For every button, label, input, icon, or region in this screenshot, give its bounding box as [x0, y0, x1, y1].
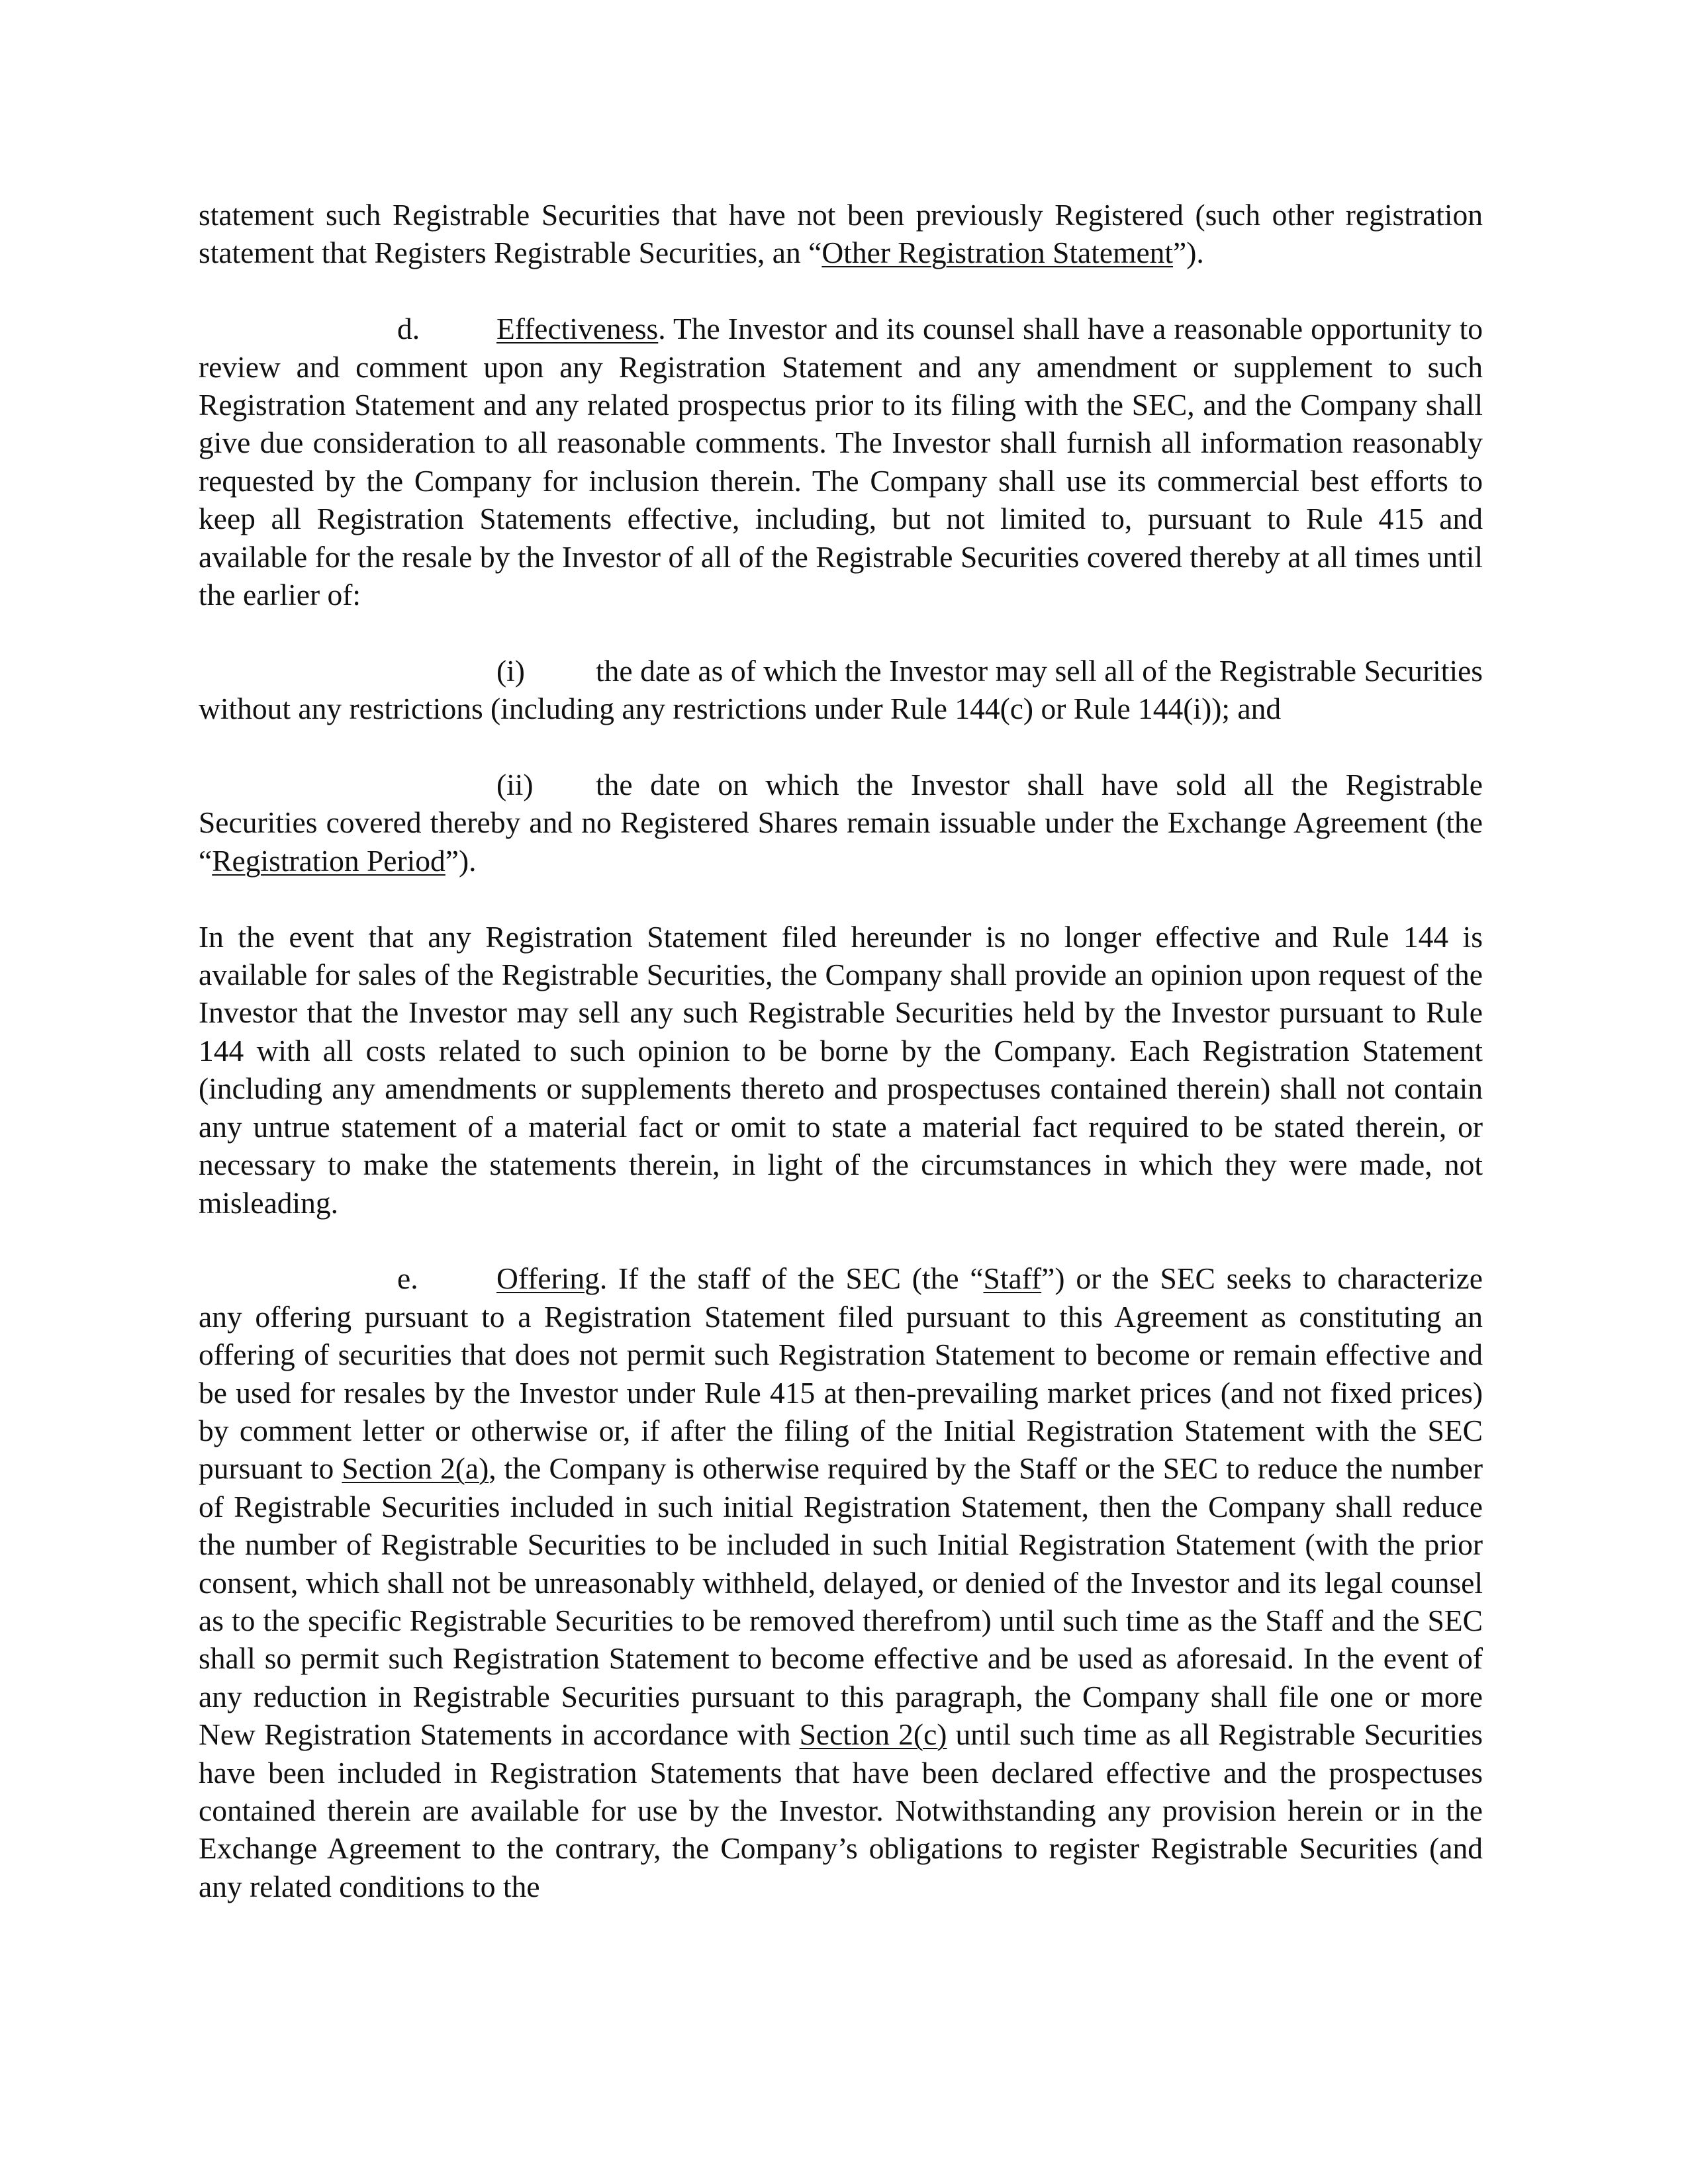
section-e-text: . If the staff of the SEC (the “ — [599, 1261, 984, 1296]
paragraph-text: ”). — [1173, 236, 1204, 270]
defined-term-staff: Staff — [983, 1261, 1042, 1296]
paragraph-text: statement such Registrable Securities that have not been previously Registered (such other registration statement that Registers Registrable Securities, an “ — [199, 198, 1483, 270]
section-d-heading: Effectiveness — [496, 312, 659, 346]
section-e-offering — [199, 1259, 1483, 1905]
paragraph-other-registration-statement — [199, 196, 1483, 272]
clause-ii — [199, 766, 1483, 880]
document-page — [199, 196, 1483, 1905]
section-d-effectiveness — [199, 310, 1483, 614]
paragraph-rule-144-opinion — [199, 918, 1483, 1222]
defined-term-other-registration-statement: Other Registration Statement — [821, 236, 1174, 270]
section-e-label: e. — [397, 1261, 418, 1296]
cross-reference-section-2a: Section 2(a) — [342, 1451, 489, 1486]
section-e-text: ”) or the SEC seeks to characterize any offering pursuant to a Registration Statement filed pursuant to this Agreement as constituting an offering of securities that does not permit such Registration Statement to become or remain effective and be used for resales by the Investor under Rule 415 at then-prevailing market prices (and not fixed prices) by comment letter or otherwise or, if after the filing of the Initial Registration Statement with the SEC pursuant to — [199, 1261, 1483, 1486]
section-d-text: . The Investor and its counsel shall have a reasonable opportunity to review and comment upon any Registration Statement and any amendment or supplement to such Registration Statement and any related prospectus prior to its filing with the SEC, and the Company shall give due consideration to all reasonable comments. The Investor shall furnish all information reasonably requested by the Company for inclusion therein. The Company shall use its commercial best efforts to keep all Registration Statements effective, including, but not limited to, pursuant to Rule 415 and available for the resale by the Investor of all of the Registrable Securities covered thereby at all times until the earlier of: — [199, 312, 1483, 612]
clause-i — [199, 652, 1483, 728]
defined-term-registration-period: Registration Period — [212, 843, 445, 878]
clause-ii-text: the date on which the Investor shall have sold all the Registrable Securities covered thereby and no Registered Shares remain issuable under the Exchange Agreement (the “ — [199, 768, 1483, 878]
clause-i-text: the date as of which the Investor may sell all of the Registrable Securities without any restrictions (including any restrictions under Rule 144(c) or Rule 144(i)); and — [199, 653, 1483, 726]
section-e-text: until such time as all Registrable Securities have been included in Registration Statements that have been declared effective and the prospectuses contained therein are available for use by the Investor. Notwithstanding any provision herein or in the Exchange Agreement to the contrary, the Company’s obligations to register Registrable Securities (and any related conditions to the — [199, 1717, 1483, 1903]
section-e-text: , the Company is otherwise required by the Staff or the SEC to reduce the number of Registrable Securities included in such initial Registration Statement, then the Company shall reduce the number of Registrable Securities to be included in such Initial Registration Statement (with the prior consent, which shall not be unreasonably withheld, delayed, or denied of the Investor and its legal counsel as to the specific Registrable Securities to be removed therefrom) until such time as the Staff and the SEC shall so permit such Registration Statement to become effective and be used as aforesaid. In the event of any reduction in Registrable Securities pursuant to this paragraph, the Company shall file one or more New Registration Statements in accordance with — [199, 1451, 1483, 1752]
cross-reference-section-2c: Section 2(c) — [799, 1717, 947, 1752]
paragraph-text: In the event that any Registration Statement filed hereunder is no longer effective and Rule 144 is available for sales of the Registrable Securities, the Company shall provide an opinion upon request of the Investor that the Investor may sell any such Registrable Securities held by the Investor pursuant to Rule 144 with all costs related to such opinion to be borne by the Company. Each Registration Statement (including any amendments or supplements thereto and prospectuses contained therein) shall not contain any untrue statement of a material fact or omit to state a material fact required to be stated therein, or necessary to make the statements therein, in light of the circumstances in which they were made, not misleading. — [199, 919, 1483, 1220]
section-d-label: d. — [397, 312, 420, 346]
clause-ii-text-end: ”). — [445, 843, 477, 878]
clause-i-label: (i) — [496, 653, 525, 688]
section-e-heading: Offering — [496, 1261, 600, 1296]
clause-ii-label: (ii) — [496, 768, 534, 802]
